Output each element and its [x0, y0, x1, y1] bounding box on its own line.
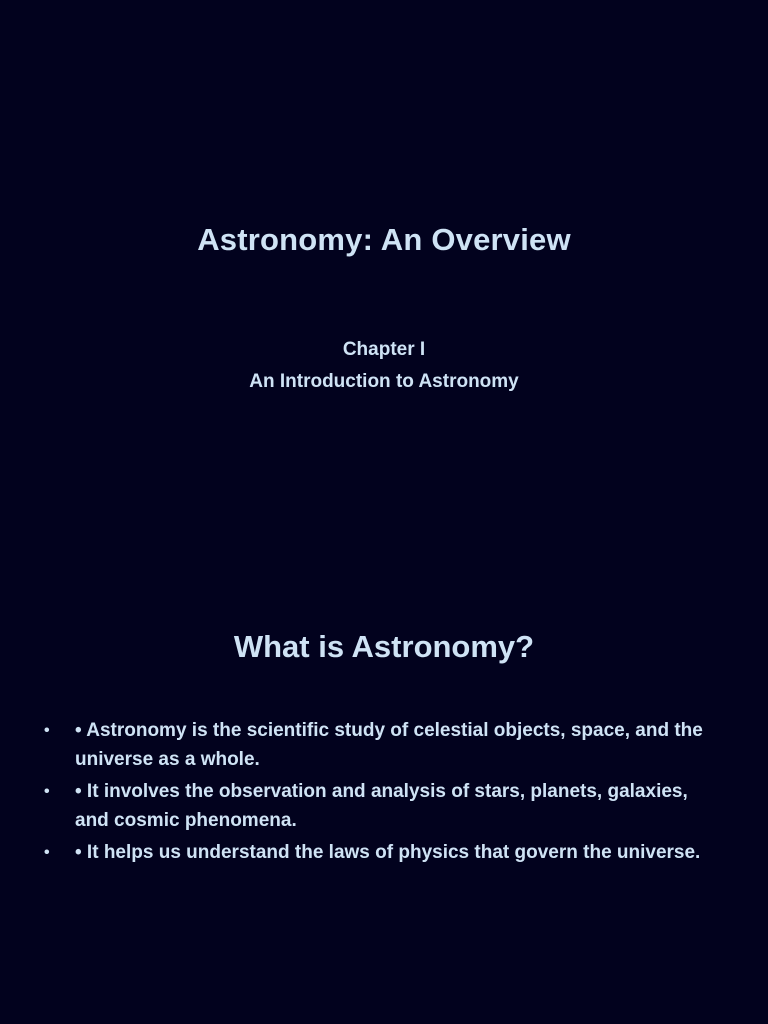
- bullet-list: [40, 716, 720, 870]
- bullet-icon: •: [44, 844, 50, 861]
- chapter-name: An Introduction to Astronomy: [249, 371, 519, 392]
- bullet-text: • Astronomy is the scientific study of celestial objects, space, and the universe as a whole.: [75, 720, 703, 770]
- bullet-text: • It involves the observation and analysis of stars, planets, galaxies, and cosmic phenomena.: [75, 781, 688, 831]
- list-item: [40, 838, 720, 867]
- list-item: [40, 716, 720, 774]
- chapter-label: Chapter I: [342, 339, 426, 360]
- bullet-icon: •: [44, 783, 50, 800]
- bullet-icon: •: [44, 722, 50, 739]
- list-item: [40, 777, 720, 835]
- slide-title: Astronomy: An Overview: [197, 222, 571, 257]
- bullet-text: • It helps us understand the laws of physics that govern the universe.: [75, 842, 701, 863]
- content-slide: [0, 512, 768, 1024]
- slide-title: What is Astronomy?: [233, 629, 535, 664]
- slide-subtitle: [0, 334, 768, 398]
